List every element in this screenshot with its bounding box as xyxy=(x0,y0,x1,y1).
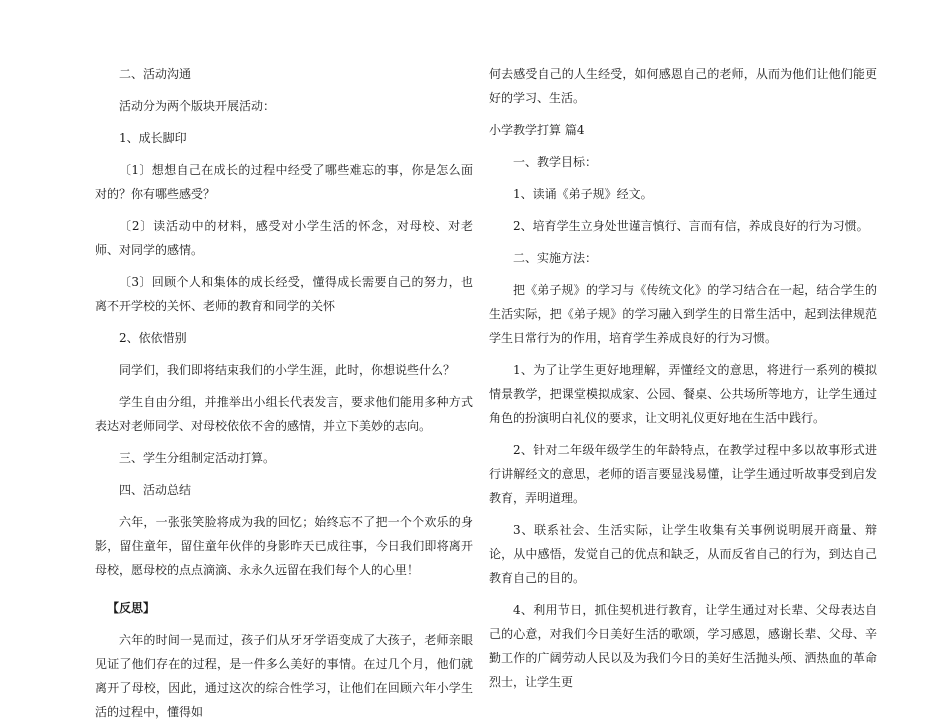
paragraph: 六年，一张张笑脸将成为我的回忆；始终忘不了把一个个欢乐的身影，留住童年，留住童年伙伴的身影昨天已成往事，今日我们即将离开母校，愿母校的点点滴滴、永永久远留在我们每个人的心里！ xyxy=(95,515,473,577)
section-heading: 三、学生分组制定活动打算。 xyxy=(119,451,276,465)
paragraph: 把《弟子规》的学习与《传统文化》的学习结合在一起，结合学生的生活实际，把《弟子规》的学习融入到学生的日常生活中，起到法律规范学生日常行为的作用，培育学生养成良好的行为习惯。 xyxy=(489,283,877,345)
right-column xyxy=(489,62,877,694)
paragraph: 活动分为两个版块开展活动： xyxy=(119,99,276,113)
paragraph: 〔3〕回顾个人和集体的成长经受，懂得成长需要自己的努力，也离不开学校的关怀、老师的教育和同学的关怀 xyxy=(95,275,473,313)
paragraph: 2、针对二年级年级学生的年龄特点，在教学过程中多以故事形式进行讲解经文的意思，老师的语言要显浅易懂，让学生通过听故事受到启发教育，弄明道理。 xyxy=(489,443,877,505)
subheading: 1、成长脚印 xyxy=(119,131,187,145)
reflection-heading: 【反思】 xyxy=(107,601,156,615)
subheading: 2、依依惜别 xyxy=(119,331,187,345)
section-heading: 四、活动总结 xyxy=(119,483,192,497)
section-heading: 一、教学目标： xyxy=(513,155,598,169)
list-item: 1、读诵《弟子规》经文。 xyxy=(513,187,653,201)
paragraph: 六年的时间一晃而过，孩子们从牙牙学语变成了大孩子，老师亲眼见证了他们存在的过程，是一件多么美好的事情。在过几个月，他们就离开了母校，因此，通过这次的综合性学习，让他们在回顾六年小学生活的过程中，懂得如 xyxy=(95,633,473,719)
section-heading: 二、实施方法： xyxy=(513,251,598,265)
paragraph: 〔1〕想想自己在成长的过程中经受了哪些难忘的事，你是怎么面对的？你有哪些感受？ xyxy=(95,163,473,201)
paragraph: 3、联系社会、生活实际，让学生收集有关事例说明展开商量、辩论，从中感悟，发觉自己的优点和缺乏，从而反省自己的行为，到达自己教育自己的目的。 xyxy=(489,523,877,585)
section-heading: 二、活动沟通 xyxy=(119,67,192,81)
paragraph-continued: 何去感受自己的人生经受，如何感恩自己的老师，从而为他们让他们能更好的学习、生活。 xyxy=(489,67,877,105)
left-column xyxy=(95,62,473,724)
document-title: 小学教学打算 篇4 xyxy=(489,123,585,137)
paragraph: 4、利用节日，抓住契机进行教育，让学生通过对长辈、父母表达自己的心意，对我们今日美好生活的歌颂，学习感恩，感谢长辈、父母、辛勤工作的广阔劳动人民以及为我们今日的美好生活抛头颅、洒热血的革命烈士，让学生更 xyxy=(489,603,877,689)
paragraph: 学生自由分组，并推举出小组长代表发言，要求他们能用多种方式表达对老师同学、对母校依依不舍的感情，并立下美妙的志向。 xyxy=(95,395,473,433)
list-item: 2、培育学生立身处世谨言慎行、言而有信，养成良好的行为习惯。 xyxy=(513,219,869,233)
paragraph: 同学们，我们即将结束我们的小学生涯，此时，你想说些什么？ xyxy=(119,363,456,377)
paragraph: 1、为了让学生更好地理解，弄懂经文的意思，将进行一系列的模拟情景教学，把课堂模拟成家、公园、餐桌、公共场所等地方，让学生通过角色的扮演明白礼仪的要求，让文明礼仪更好地在生活中践行。 xyxy=(489,363,877,425)
paragraph: 〔2〕读活动中的材料，感受对小学生活的怀念，对母校、对老师、对同学的感情。 xyxy=(95,219,473,257)
